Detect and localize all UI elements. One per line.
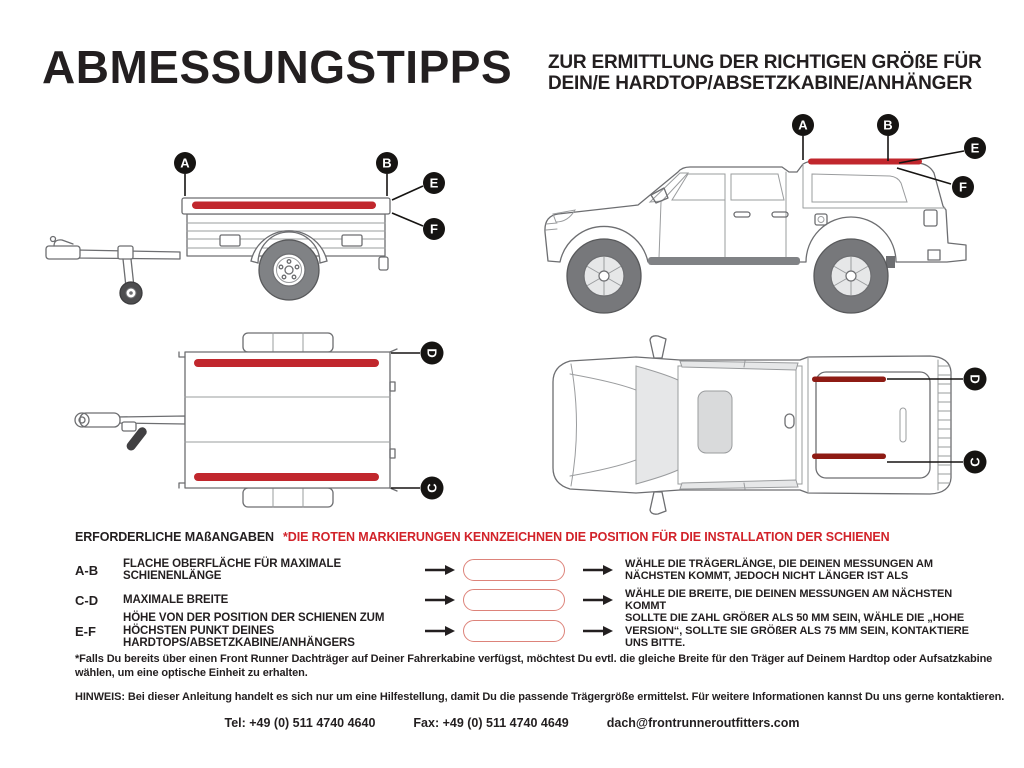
measure-row-cd bbox=[75, 586, 987, 614]
trailer-deck bbox=[185, 352, 390, 488]
svg-text:A: A bbox=[180, 155, 190, 171]
front-wheel bbox=[567, 239, 641, 313]
row-key: E-F bbox=[75, 623, 96, 639]
trailer-side-view bbox=[30, 140, 460, 320]
measurement-value-field[interactable] bbox=[463, 589, 565, 611]
measurements-heading-row bbox=[75, 530, 890, 544]
row-description: HÖHE VON DER POSITION DER SCHIENEN ZUM HÖCHSTEN PUNKT DEINES HARDTOPS/ABSETZKABINE/ANHÄNGERS bbox=[123, 612, 385, 650]
row-key: C-D bbox=[75, 592, 99, 608]
measurement-value-field[interactable] bbox=[463, 559, 565, 581]
row-result: WÄHLE DIE BREITE, DIE DEINEN MESSUNGEN AM NÄCHSTEN KOMMT bbox=[625, 587, 953, 612]
page-subtitle bbox=[548, 52, 982, 94]
label-a bbox=[174, 152, 196, 196]
truck-side-drawing bbox=[520, 110, 1000, 320]
arrow-right-icon bbox=[583, 626, 613, 636]
svg-text:D: D bbox=[424, 348, 440, 358]
measurement-value-field[interactable] bbox=[463, 620, 565, 642]
svg-text:A: A bbox=[798, 117, 808, 133]
page-subtitle-line1: ZUR ERMITTLUNG DER RICHTIGEN GRÖßE FÜR bbox=[548, 52, 982, 73]
measure-row-ef bbox=[75, 614, 987, 648]
rail-marking-red bbox=[192, 202, 376, 210]
svg-text:D: D bbox=[967, 374, 983, 384]
rail-note: *DIE ROTEN MARKIERUNGEN KENNZEICHNEN DIE POSITION FÜR DIE INSTALLATION DER SCHIENEN bbox=[283, 530, 890, 544]
contact-email: dach@frontrunneroutfitters.com bbox=[606, 716, 800, 730]
row-key: A-B bbox=[75, 562, 99, 578]
sunroof bbox=[698, 391, 732, 453]
label-d bbox=[391, 342, 444, 365]
windshield bbox=[636, 366, 678, 484]
fender-bottom bbox=[243, 488, 333, 507]
row-description: MAXIMALE BREITE bbox=[123, 593, 229, 606]
row-result: SOLLTE DIE ZAHL GRÖßER ALS 50 MM SEIN, WÄHLE DIE „HOHE VERSION“, SOLLTE SIE GRÖßER ALS 75 MM SEIN, KONTAKTIERE UNS BITTE. bbox=[625, 612, 969, 650]
rear-wheel bbox=[814, 239, 888, 313]
svg-text:B: B bbox=[382, 155, 392, 171]
page-subtitle-line2: DEIN/E HARDTOP/ABSETZKABINE/ANHÄNGER bbox=[548, 73, 973, 94]
mirror-top bbox=[650, 336, 666, 358]
label-a bbox=[792, 114, 814, 160]
svg-text:B: B bbox=[883, 117, 893, 133]
row-result: WÄHLE DIE TRÄGERLÄNGE, DIE DEINEN MESSUNGEN AM NÄCHSTEN KOMMT, JEDOCH NICHT LÄNGER IST ALS bbox=[625, 557, 933, 582]
trailer-side-drawing bbox=[30, 140, 460, 320]
arrow-right-icon bbox=[583, 595, 613, 605]
svg-text:E: E bbox=[429, 175, 439, 191]
arrow-right-icon bbox=[583, 565, 613, 575]
svg-text:E: E bbox=[970, 140, 980, 156]
bed-marking-red-top bbox=[812, 377, 886, 383]
contact-fax: Fax: +49 (0) 511 4740 4649 bbox=[413, 716, 569, 730]
contact-tel: Tel: +49 (0) 511 4740 4640 bbox=[224, 716, 376, 730]
running-board bbox=[648, 257, 800, 265]
deck-marking-red-top bbox=[194, 359, 379, 367]
footnote-asterisk: *Falls Du bereits über einen Front Runner Dachträger auf Deiner Fahrerkabine verfügst, möchtest Du evtl. die gleiche Breite für den Träger auf Deinem Hardtop oder Aufsatzkabine wählen, um eine optische Einheit zu erhalten. bbox=[75, 653, 993, 679]
truck-top-drawing bbox=[540, 330, 1000, 520]
arrow-right-icon bbox=[425, 626, 455, 636]
deck-marking-red-bottom bbox=[194, 473, 379, 481]
svg-text:F: F bbox=[959, 179, 967, 195]
label-e bbox=[392, 172, 445, 200]
arrow-right-icon bbox=[425, 565, 455, 575]
measure-row-ab bbox=[75, 555, 987, 585]
label-b bbox=[376, 152, 398, 196]
trailer-top-view bbox=[60, 330, 460, 520]
bed-marking-red-bottom bbox=[812, 454, 886, 460]
svg-text:F: F bbox=[430, 221, 438, 237]
mirror-bottom bbox=[650, 492, 666, 514]
trailer-top-drawing bbox=[60, 330, 460, 520]
footnote-hinweis: HINWEIS: Bei dieser Anleitung handelt es sich nur um eine Hilfestellung, damit Du die passende Trägergröße ermittelst. Für weitere Informationen kannst Du uns gerne kontaktieren. bbox=[75, 691, 1005, 703]
page-title: ABMESSUNGSTIPPS bbox=[42, 41, 513, 93]
label-f bbox=[392, 213, 445, 240]
measurements-heading: ERFORDERLICHE MAßANGABEN bbox=[75, 530, 274, 544]
fender-top bbox=[243, 333, 333, 352]
svg-text:C: C bbox=[967, 457, 983, 467]
truck-top-view bbox=[540, 330, 1000, 520]
svg-text:C: C bbox=[424, 483, 440, 493]
label-b bbox=[877, 114, 899, 161]
truck-side-view bbox=[520, 110, 1000, 320]
row-description: FLACHE OBERFLÄCHE FÜR MAXIMALE SCHIENENLÄNGE bbox=[123, 557, 342, 582]
label-c bbox=[391, 477, 444, 500]
contact-bar bbox=[0, 716, 1024, 730]
arrow-right-icon bbox=[425, 595, 455, 605]
